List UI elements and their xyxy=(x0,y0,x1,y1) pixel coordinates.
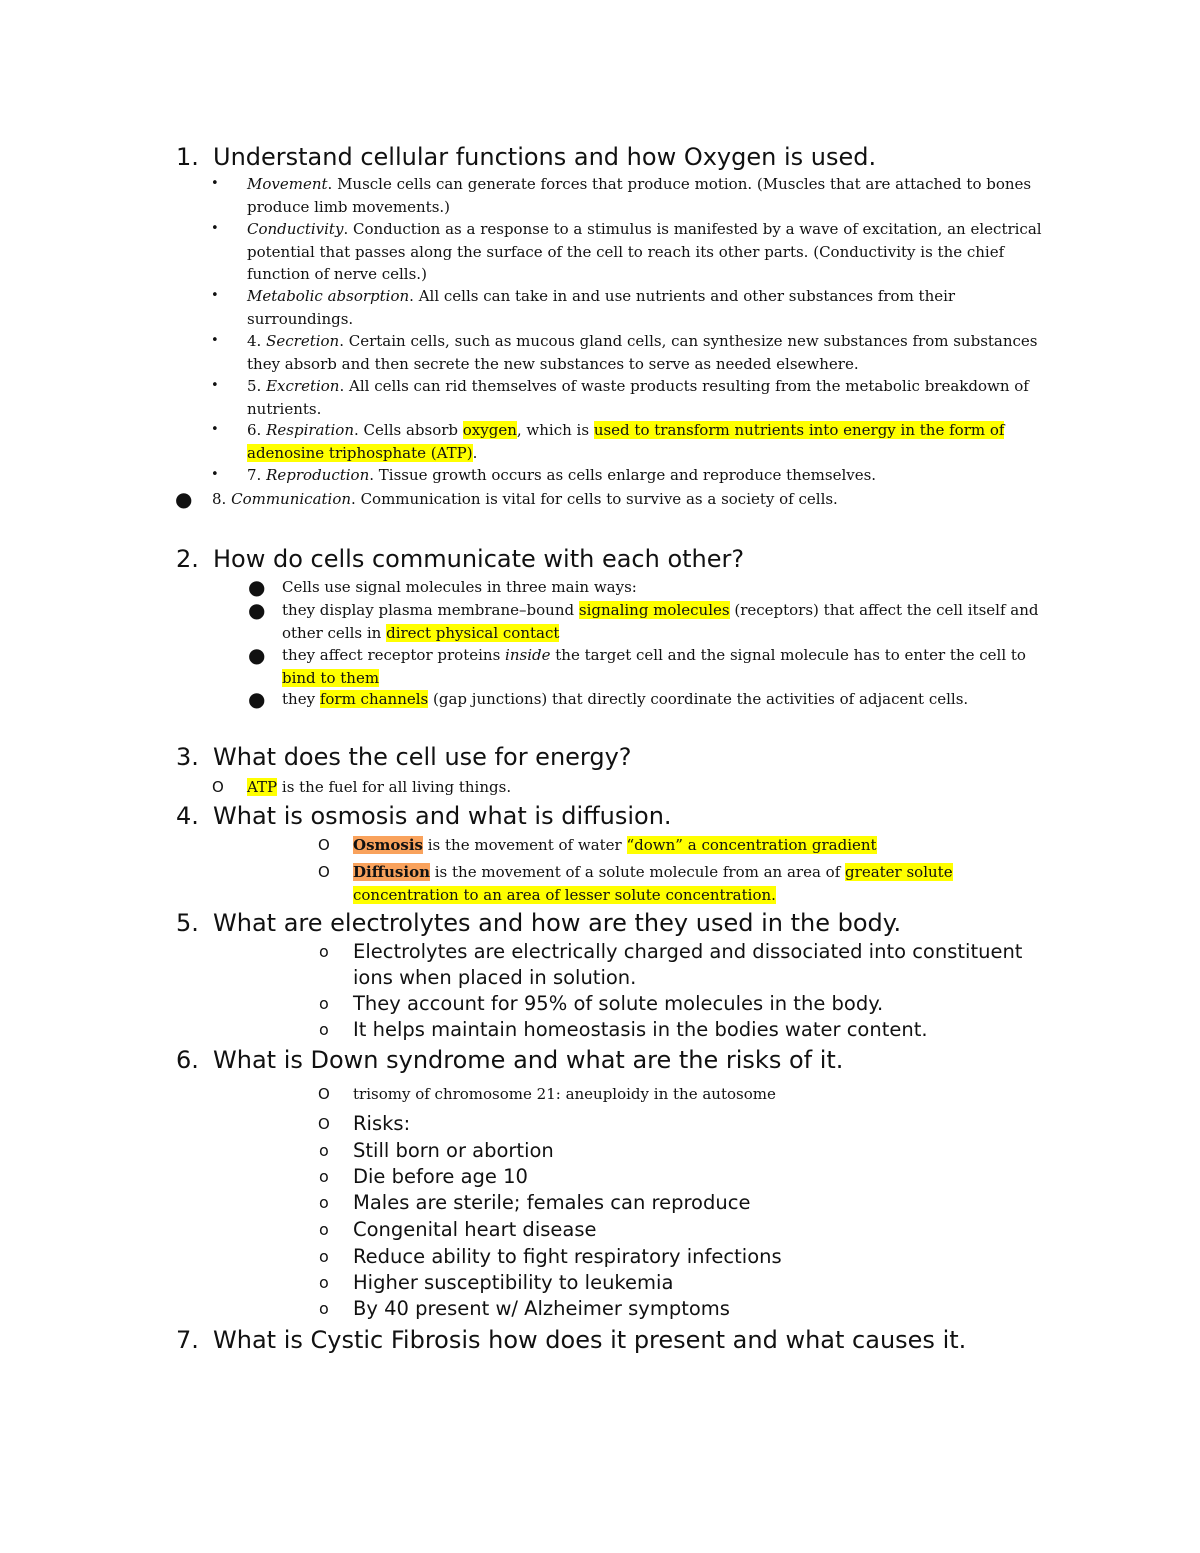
highlight: direct physical contact xyxy=(386,623,560,642)
item-text: Risks: xyxy=(353,1112,411,1135)
circle-bullet-icon: O xyxy=(318,1115,330,1133)
question-number: 3. xyxy=(176,743,199,771)
list-item xyxy=(211,419,1057,464)
bullet-icon: ● xyxy=(248,598,266,622)
highlight: oxygen xyxy=(462,421,517,439)
question-text: What does the cell use for energy? xyxy=(213,743,632,771)
highlight: form channels xyxy=(319,690,429,708)
list-item xyxy=(248,598,1062,644)
highlight: used to transform nutrients into energy in the form of adenosine triphosphate (ATP) xyxy=(247,421,1005,462)
item-text: Higher susceptibility to leukemia xyxy=(353,1271,674,1294)
small-o-bullet-icon: o xyxy=(319,1141,329,1160)
item-text: . Certain cells, such as mucous gland cells, can synthesize new substances from substances they absorb and then secrete the new substances to serve as needed elsewhere. xyxy=(247,332,1038,373)
term: Movement xyxy=(247,175,328,193)
bullet-icon: ● xyxy=(248,687,266,711)
list-item xyxy=(319,1190,1053,1216)
item-text: is the movement of water xyxy=(422,836,627,854)
item-text: . Conduction as a response to a stimulus is manifested by a wave of excitation, an electrical potential that passes along the surface of the cell to reach its other parts. (Conductivity is the chief function of nerve cells.) xyxy=(247,220,1042,284)
question-number: 2. xyxy=(176,545,199,573)
question-text: What is Down syndrome and what are the risks of it. xyxy=(213,1046,844,1074)
bullet-icon: • xyxy=(211,333,219,348)
bullet-icon: • xyxy=(211,422,219,437)
list-item xyxy=(319,1296,1053,1322)
list-item xyxy=(318,861,1053,906)
question-4-heading xyxy=(176,800,672,833)
highlight: ATP xyxy=(247,778,278,796)
item-prefix: 5. xyxy=(247,377,267,395)
question-2-heading xyxy=(176,543,744,576)
list-item xyxy=(318,834,1053,857)
item-text: Reduce ability to fight respiratory infections xyxy=(353,1245,782,1268)
small-o-bullet-icon: o xyxy=(319,1167,329,1186)
bullet-icon: ● xyxy=(175,487,193,511)
list-item xyxy=(211,218,1057,286)
list-item xyxy=(318,1083,1053,1106)
highlight: “down” a concentration gradient xyxy=(626,836,877,854)
question-number: 6. xyxy=(176,1046,199,1074)
bullet-icon: • xyxy=(211,176,219,191)
small-o-bullet-icon: o xyxy=(319,1220,329,1239)
highlight: signaling molecules xyxy=(578,601,730,619)
item-text: It helps maintain homeostasis in the bodies water content. xyxy=(353,1018,928,1041)
item-text: By 40 present w/ Alzheimer symptoms xyxy=(353,1297,730,1320)
item-text: trisomy of chromosome 21: aneuploidy in the autosome xyxy=(353,1085,776,1103)
list-item xyxy=(248,575,1062,599)
item-text: Electrolytes are electrically charged and dissociated into constituent ions when placed in solution. xyxy=(353,940,1023,989)
list-item xyxy=(319,1270,1053,1296)
question-7-heading xyxy=(176,1324,1066,1357)
term: Metabolic absorption xyxy=(247,287,410,305)
item-text: they display plasma membrane–bound xyxy=(282,601,579,619)
bullet-icon: • xyxy=(211,467,219,482)
highlight-term: Osmosis xyxy=(353,836,423,854)
item-text: (gap junctions) that directly coordinate the activities of adjacent cells. xyxy=(428,690,969,708)
highlight: bind to them xyxy=(282,668,380,687)
small-o-bullet-icon: o xyxy=(319,994,329,1013)
list-item xyxy=(248,687,1062,711)
bullet-icon: • xyxy=(211,378,219,393)
item-text: . Communication is vital for cells to survive as a society of cells. xyxy=(351,490,838,508)
circle-bullet-icon: O xyxy=(318,1085,330,1103)
circle-bullet-icon: O xyxy=(318,836,330,854)
list-item xyxy=(211,375,1057,420)
bullet-icon: ● xyxy=(248,575,266,599)
item-text: is the movement of a solute molecule from an area of xyxy=(429,863,846,881)
question-text: What is osmosis and what is diffusion. xyxy=(213,802,672,830)
item-text: (receptors) that affect the cell itself and other cells in xyxy=(282,601,1039,642)
small-o-bullet-icon: o xyxy=(319,1299,329,1318)
circle-bullet-icon: O xyxy=(212,778,224,796)
item-text: They account for 95% of solute molecules in the body. xyxy=(353,992,884,1015)
list-item xyxy=(211,285,1057,330)
emphasis: inside xyxy=(505,646,551,664)
small-o-bullet-icon: o xyxy=(319,1247,329,1266)
small-o-bullet-icon: o xyxy=(319,1193,329,1212)
item-text: . All cells can take in and use nutrients and other substances from their surroundings. xyxy=(247,287,956,328)
question-text: Understand cellular functions and how Oxygen is used. xyxy=(213,143,877,171)
list-item xyxy=(318,1111,1053,1137)
item-text: they xyxy=(282,690,320,708)
item-text: . Tissue growth occurs as cells enlarge and reproduce themselves. xyxy=(369,466,877,484)
item-text: they affect receptor proteins xyxy=(282,646,506,664)
question-number: 4. xyxy=(176,802,199,830)
list-item xyxy=(211,173,1057,218)
list-item xyxy=(319,1164,1053,1190)
term: Secretion xyxy=(266,332,340,350)
list-item xyxy=(319,1138,1053,1164)
list-item xyxy=(319,1244,1053,1270)
item-text: Still born or abortion xyxy=(353,1139,554,1162)
highlight-term: Diffusion xyxy=(353,863,430,881)
list-item xyxy=(211,464,1057,487)
item-text: Congenital heart disease xyxy=(353,1218,597,1241)
list-item xyxy=(175,487,1062,511)
circle-bullet-icon: O xyxy=(318,863,330,881)
term: Excretion xyxy=(266,377,340,395)
question-text: What is Cystic Fibrosis how does it present and what causes it. xyxy=(213,1326,967,1354)
item-prefix: 8. xyxy=(212,490,232,508)
question-1-heading xyxy=(176,141,876,174)
term: Conductivity xyxy=(247,220,344,238)
item-text: . Cells absorb xyxy=(354,421,463,439)
item-text: the target cell and the signal molecule has to enter the cell to xyxy=(550,646,1026,664)
list-item xyxy=(212,776,1057,799)
small-o-bullet-icon: o xyxy=(319,942,329,961)
highlight: greater solute concentration to an area of lesser solute concentration. xyxy=(353,863,953,904)
list-item xyxy=(319,939,1053,991)
item-prefix: 4. xyxy=(247,332,267,350)
item-text: , which is xyxy=(516,421,594,439)
small-o-bullet-icon: o xyxy=(319,1273,329,1292)
term: Respiration xyxy=(266,421,354,439)
item-text: Males are sterile; females can reproduce xyxy=(353,1191,751,1214)
term: Reproduction xyxy=(266,466,370,484)
item-prefix: 6. xyxy=(247,421,267,439)
question-number: 1. xyxy=(176,143,199,171)
question-text: How do cells communicate with each other? xyxy=(213,545,745,573)
bullet-icon: ● xyxy=(248,643,266,667)
item-prefix: 7. xyxy=(247,466,267,484)
list-item xyxy=(319,991,1053,1017)
item-text: Die before age 10 xyxy=(353,1165,528,1188)
question-number: 7. xyxy=(176,1326,199,1354)
bullet-icon: • xyxy=(211,221,219,236)
item-text: . All cells can rid themselves of waste products resulting from the metabolic breakdown of nutrients. xyxy=(247,377,1029,418)
list-item xyxy=(319,1017,1053,1043)
question-6-heading xyxy=(176,1044,843,1077)
question-5-heading xyxy=(176,907,901,940)
term: Communication xyxy=(231,490,352,508)
item-text: . xyxy=(472,443,478,462)
item-text: . Muscle cells can generate forces that produce motion. (Muscles that are attached to bones produce limb movements.) xyxy=(247,175,1032,216)
item-text: is the fuel for all living things. xyxy=(277,778,512,796)
list-item xyxy=(319,1217,1053,1243)
question-text: What are electrolytes and how are they used in the body. xyxy=(213,909,902,937)
question-3-heading xyxy=(176,741,632,774)
list-item xyxy=(248,643,1062,689)
list-item xyxy=(211,330,1057,375)
small-o-bullet-icon: o xyxy=(319,1020,329,1039)
item-text: Cells use signal molecules in three main ways: xyxy=(282,578,637,596)
question-number: 5. xyxy=(176,909,199,937)
bullet-icon: • xyxy=(211,288,219,303)
